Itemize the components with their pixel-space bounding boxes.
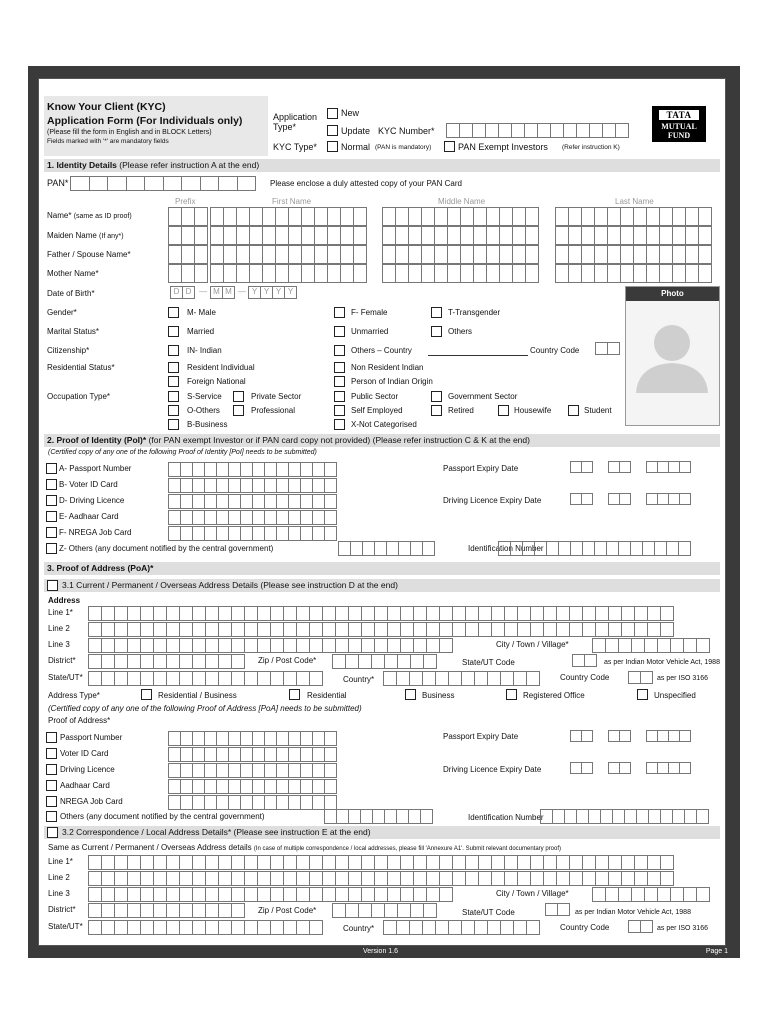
name-row-3-first[interactable] (210, 264, 366, 283)
citizen-in-label: IN- Indian (187, 346, 222, 355)
citizen-country-code-input[interactable] (595, 342, 619, 355)
father-label: Father / Spouse Name* (47, 250, 131, 259)
update-label: Update (341, 126, 371, 136)
name-row-1-first[interactable] (210, 226, 366, 245)
a1-district-label: District* (48, 656, 76, 665)
at-bus-checkbox[interactable] (405, 689, 416, 700)
at-unspec-checkbox[interactable] (637, 689, 648, 700)
poi-voter-checkbox[interactable] (46, 479, 57, 490)
photo-box: Photo (625, 286, 720, 426)
gender-female-checkbox[interactable] (334, 307, 345, 318)
a1-line2-label: Line 2 (48, 624, 70, 633)
section31-checkbox[interactable] (47, 580, 58, 591)
section3-band: 3. Proof of Address (PoA)* (44, 562, 720, 575)
dob-month[interactable]: M M (210, 286, 234, 299)
poi-dl-input[interactable] (168, 494, 336, 509)
occ-self-label: Self Employed (351, 406, 403, 415)
occ-housewife-checkbox[interactable] (498, 405, 509, 416)
name-row-1-middle[interactable] (382, 226, 538, 245)
name-row-2-prefix[interactable] (168, 245, 207, 264)
occ-public-checkbox[interactable] (334, 391, 345, 402)
name-row-0-middle[interactable] (382, 207, 538, 226)
poa-voter-input[interactable] (168, 747, 336, 762)
marital-others-label: Others (448, 327, 473, 336)
at-bus-label: Business (422, 691, 455, 700)
kyc-number-label: KYC Number* (378, 126, 435, 136)
pan-exempt-label: PAN Exempt Investors (458, 142, 548, 152)
kyc-type-label: KYC Type* (273, 142, 317, 152)
poa-passport-label: Passport Number (60, 733, 123, 742)
name-row-3-middle[interactable] (382, 264, 538, 283)
gender-trans-label: T-Transgender (448, 308, 501, 317)
poi-certified-note: (Certified copy of any one of the following Proof of Identity [PoI] needs to be submitted) (48, 449, 317, 456)
marital-others-checkbox[interactable] (431, 326, 442, 337)
a2-line2-label: Line 2 (48, 873, 70, 882)
at-unspec-label: Unspecified (654, 691, 696, 700)
poi-nrega-checkbox[interactable] (46, 527, 57, 538)
form-title: Know Your Client (KYC) (47, 101, 166, 113)
at-res-label: Residential (307, 691, 347, 700)
normal-checkbox[interactable] (327, 141, 338, 152)
a1-state-label: State/UT* (48, 673, 83, 682)
poa-dl-label: Driving Licence (60, 765, 115, 774)
citizen-others-label: Others – Country (351, 346, 412, 355)
occ-student-checkbox[interactable] (568, 405, 579, 416)
a2-line2-input[interactable] (88, 871, 673, 886)
gender-label: Gender* (47, 308, 77, 317)
a2-line1-label: Line 1* (48, 857, 73, 866)
a1-line1-input[interactable] (88, 606, 673, 621)
occ-housewife-label: Housewife (514, 406, 552, 415)
a1-line3-input[interactable] (88, 638, 452, 653)
poi-passport-input[interactable] (168, 462, 336, 477)
resident-label: Resident Individual (187, 363, 255, 372)
a1-country-code-input[interactable] (628, 671, 652, 684)
poa-voter-label: Voter ID Card (60, 749, 109, 758)
poa-nrega-checkbox[interactable] (46, 796, 57, 807)
marital-label: Marital Status* (47, 327, 100, 336)
poi-aadhaar-checkbox[interactable] (46, 511, 57, 522)
occ-govt-checkbox[interactable] (431, 391, 442, 402)
a1-zip-label: Zip / Post Code* (258, 656, 317, 665)
name-row-3-prefix[interactable] (168, 264, 207, 283)
occ-business-label: B-Business (187, 420, 228, 429)
app-type-label-2: Type* (273, 122, 297, 132)
a1-country-code-label: Country Code (560, 673, 610, 682)
dob-day[interactable]: D D (170, 286, 194, 299)
occ-prof-label: Professional (251, 406, 296, 415)
poi-voter-label: B- Voter ID Card (59, 480, 118, 489)
country-code-label: Country Code (530, 346, 580, 355)
poi-nrega-label: F- NREGA Job Card (59, 528, 132, 537)
pan-exempt-note: (Refer instruction K) (562, 144, 620, 151)
poi-passport-label: A- Passport Number (59, 464, 132, 473)
dob-year[interactable]: Y Y Y Y (248, 286, 296, 299)
poa-dl-expiry-year[interactable] (646, 762, 690, 774)
poa-id-number-label: Identification Number (468, 813, 544, 822)
poa-nrega-label: NREGA Job Card (60, 797, 123, 806)
poa-passport-checkbox[interactable] (46, 732, 57, 743)
section2-band: 2. Proof of Identity (PoI)* (for PAN exempt Investor or if PAN card copy not provided) (Please refer instruction C & K at the end) (44, 434, 720, 447)
name-row-2-last[interactable] (555, 245, 711, 264)
poa-passport-expiry-year[interactable] (646, 730, 690, 742)
foreign-checkbox[interactable] (168, 376, 179, 387)
occ-others-checkbox[interactable] (168, 405, 179, 416)
a1-line1-label: Line 1* (48, 608, 73, 617)
country-line[interactable] (428, 355, 528, 356)
col-first-name: First Name (272, 197, 312, 206)
poa-aadhaar-checkbox[interactable] (46, 780, 57, 791)
citizen-others-checkbox[interactable] (334, 345, 345, 356)
section31-band: 3.1 Current / Permanent / Overseas Address Details (Please see instruction D at the end) (44, 579, 720, 592)
a2-country-label: Country* (343, 924, 375, 933)
update-checkbox[interactable] (327, 125, 338, 136)
poi-id-number-input[interactable] (498, 541, 690, 556)
poa-passport-input[interactable] (168, 731, 336, 746)
citizenship-label: Citizenship* (47, 346, 90, 355)
pio-checkbox[interactable] (334, 376, 345, 387)
poa-nrega-input[interactable] (168, 795, 336, 810)
foreign-label: Foreign National (187, 377, 246, 386)
poi-dl-expiry-month[interactable] (608, 493, 630, 505)
col-middle-name: Middle Name (438, 197, 486, 206)
poi-others-label: Z- Others (any document notified by the central government) (59, 544, 274, 553)
occ-sservice-label: S-Service (187, 392, 222, 401)
a1-state-code-input[interactable] (572, 654, 596, 667)
poa-label: Proof of Address* (48, 716, 111, 725)
poi-passport-expiry-label: Passport Expiry Date (443, 464, 519, 473)
at-reg-label: Registered Office (523, 691, 585, 700)
gender-trans-checkbox[interactable] (431, 307, 442, 318)
poa-others-input[interactable] (324, 809, 432, 824)
maiden-label: Maiden Name (If any*) (47, 231, 124, 240)
married-checkbox[interactable] (168, 326, 179, 337)
poi-dl-checkbox[interactable] (46, 495, 57, 506)
a1-country-label: Country* (343, 675, 375, 684)
a2-iso-note: as per ISO 3166 (657, 925, 708, 932)
a1-iso-note: as per ISO 3166 (657, 675, 708, 682)
occ-sservice-checkbox[interactable] (168, 391, 179, 402)
poa-dl-input[interactable] (168, 763, 336, 778)
normal-label: Normal (341, 142, 371, 152)
form-subtitle: Application Form (For Individuals only) (47, 115, 243, 127)
footer-bar (28, 946, 740, 958)
name-row-3-last[interactable] (555, 264, 711, 283)
poi-aadhaar-input[interactable] (168, 510, 336, 525)
a2-district-label: District* (48, 905, 76, 914)
occ-retired-label: Retired (448, 406, 474, 415)
poi-dl-expiry-label: Driving Licence Expiry Date (443, 496, 542, 505)
residential-label: Residential Status* (47, 363, 115, 372)
poi-passport-checkbox[interactable] (46, 463, 57, 474)
poi-dl-expiry-year[interactable] (646, 493, 690, 505)
occ-self-checkbox[interactable] (334, 405, 345, 416)
a2-state-input[interactable] (88, 920, 322, 935)
occ-xnot-checkbox[interactable] (334, 419, 345, 430)
a2-country-input[interactable] (383, 920, 539, 935)
form-note: (Please fill the form in English and in BLOCK Letters) (47, 129, 212, 136)
new-label: New (341, 108, 360, 118)
address-type-label: Address Type* (48, 691, 100, 700)
page-number: Page 1 (705, 948, 728, 955)
name-row-2-middle[interactable] (382, 245, 538, 264)
a2-state-label: State/UT* (48, 922, 83, 931)
name-row-0-last[interactable] (555, 207, 711, 226)
name-row-2-first[interactable] (210, 245, 366, 264)
poa-dl-expiry-month[interactable] (608, 762, 630, 774)
col-prefix: Prefix (175, 197, 196, 206)
section32-checkbox[interactable] (47, 827, 58, 838)
nri-checkbox[interactable] (334, 362, 345, 373)
a1-city-input[interactable] (592, 638, 709, 653)
pan-exempt-checkbox[interactable] (444, 141, 455, 152)
gender-male-checkbox[interactable] (168, 307, 179, 318)
at-res-bus-label: Residential / Business (158, 691, 237, 700)
poa-dl-checkbox[interactable] (46, 764, 57, 775)
poa-voter-checkbox[interactable] (46, 748, 57, 759)
a1-mva-note: as per Indian Motor Vehicle Act, 1988 (604, 659, 720, 666)
poi-others-input[interactable] (338, 541, 434, 556)
occ-student-label: Student (584, 406, 612, 415)
poi-passport-expiry-month[interactable] (608, 461, 630, 473)
mother-label: Mother Name* (47, 269, 99, 278)
address-heading: Address (48, 596, 81, 605)
gender-female-label: F- Female (351, 308, 388, 317)
poi-voter-input[interactable] (168, 478, 336, 493)
occ-xnot-label: X-Not Categorised (351, 420, 417, 429)
occ-others-label: O-Others (187, 406, 220, 415)
poi-aadhaar-label: E- Aadhaar Card (59, 512, 119, 521)
poa-dl-expiry-day[interactable] (570, 762, 592, 774)
section32-band: 3.2 Correspondence / Local Address Details* (Please see instruction E at the end) (44, 826, 720, 839)
a2-country-code-input[interactable] (628, 920, 652, 933)
poi-id-number-label: Identification Number (468, 544, 544, 553)
a2-zip-input[interactable] (332, 903, 436, 918)
poi-passport-expiry-year[interactable] (646, 461, 690, 473)
a1-country-input[interactable] (383, 671, 539, 686)
a2-line3-label: Line 3 (48, 889, 70, 898)
tata-mutual-fund-logo: TATA MUTUAL FUND (652, 106, 706, 142)
unmarried-label: Unmarried (351, 327, 389, 336)
poa-others-checkbox[interactable] (46, 811, 57, 822)
col-last-name: Last Name (615, 197, 654, 206)
a2-zip-label: Zip / Post Code* (258, 906, 317, 915)
poa-certified-note: (Certified copy of any one of the following Proof of Address [PoA] needs to be submitted) (48, 704, 362, 713)
occ-govt-label: Government Sector (448, 392, 518, 401)
name-row-0-prefix[interactable] (168, 207, 207, 226)
a2-mva-note: as per Indian Motor Vehicle Act, 1988 (575, 909, 691, 916)
poi-others-checkbox[interactable] (46, 543, 57, 554)
dob-label: Date of Birth* (47, 289, 95, 298)
a1-line2-input[interactable] (88, 622, 673, 637)
section1-band: 1. Identity Details (Please refer instruction A at the end) (44, 159, 720, 172)
same-as-label: Same as Current / Permanent / Overseas Address details (In case of multiple correspondence / local addresses, please fill 'Annexure A1'. Submit relevant documentary proof) (48, 843, 562, 852)
occ-prof-checkbox[interactable] (233, 405, 244, 416)
at-res-bus-checkbox[interactable] (141, 689, 152, 700)
a2-state-code-input[interactable] (545, 903, 569, 916)
poa-passport-expiry-month[interactable] (608, 730, 630, 742)
poa-id-number-input[interactable] (540, 809, 708, 824)
name-row-1-prefix[interactable] (168, 226, 207, 245)
name-label: Name* (same as ID proof) (47, 211, 132, 220)
pan-label: PAN* (47, 178, 69, 188)
new-checkbox[interactable] (327, 108, 338, 119)
poi-dl-label: D- Driving Licence (59, 496, 125, 505)
occ-private-checkbox[interactable] (233, 391, 244, 402)
version-label: Version 1.6 (363, 948, 399, 955)
pio-label: Person of Indian Origin (351, 377, 433, 386)
poa-aadhaar-label: Aadhaar Card (60, 781, 110, 790)
pan-input[interactable] (70, 176, 255, 191)
a2-line1-input[interactable] (88, 855, 673, 870)
a1-district-input[interactable] (88, 654, 244, 669)
poa-passport-expiry-day[interactable] (570, 730, 592, 742)
normal-note: (PAN is mandatory) (375, 144, 432, 151)
poi-nrega-input[interactable] (168, 526, 336, 541)
poa-passport-expiry-label: Passport Expiry Date (443, 732, 519, 741)
poa-aadhaar-input[interactable] (168, 779, 336, 794)
name-row-1-last[interactable] (555, 226, 711, 245)
kyc-number-input[interactable] (446, 123, 628, 138)
citizen-in-checkbox[interactable] (168, 345, 179, 356)
unmarried-checkbox[interactable] (334, 326, 345, 337)
name-row-0-first[interactable] (210, 207, 366, 226)
gender-male-label: M- Male (187, 308, 216, 317)
a1-city-label: City / Town / Village* (496, 640, 569, 649)
a2-district-input[interactable] (88, 903, 244, 918)
poa-dl-expiry-label: Driving Licence Expiry Date (443, 765, 542, 774)
occ-business-checkbox[interactable] (168, 419, 179, 430)
occ-public-label: Public Sector (351, 392, 399, 401)
mandatory-note: Fields marked with '*' are mandatory fields (47, 138, 169, 145)
at-reg-checkbox[interactable] (506, 689, 517, 700)
a1-state-code-label: State/UT Code (462, 658, 515, 667)
pan-note: Please enclose a duly attested copy of your PAN Card (270, 179, 462, 188)
occ-private-label: Private Sector (251, 392, 302, 401)
a1-zip-input[interactable] (332, 654, 436, 669)
a1-state-input[interactable] (88, 671, 322, 686)
person-silhouette-icon (626, 301, 719, 425)
poa-others-label: Others (any document notified by the central government) (60, 812, 265, 821)
a2-line3-input[interactable] (88, 887, 452, 902)
poi-passport-expiry-day[interactable] (570, 461, 592, 473)
app-type-label: Application (273, 112, 318, 122)
a1-line3-label: Line 3 (48, 640, 70, 649)
occupation-label: Occupation Type* (47, 392, 111, 401)
poi-dl-expiry-day[interactable] (570, 493, 592, 505)
married-label: Married (187, 327, 215, 336)
a2-country-code-label: Country Code (560, 923, 610, 932)
a2-state-code-label: State/UT Code (462, 908, 515, 917)
nri-label: Non Resident Indian (351, 363, 424, 372)
resident-checkbox[interactable] (168, 362, 179, 373)
occ-retired-checkbox[interactable] (431, 405, 442, 416)
a2-city-label: City / Town / Village* (496, 889, 569, 898)
a2-city-input[interactable] (592, 887, 709, 902)
at-res-checkbox[interactable] (289, 689, 300, 700)
